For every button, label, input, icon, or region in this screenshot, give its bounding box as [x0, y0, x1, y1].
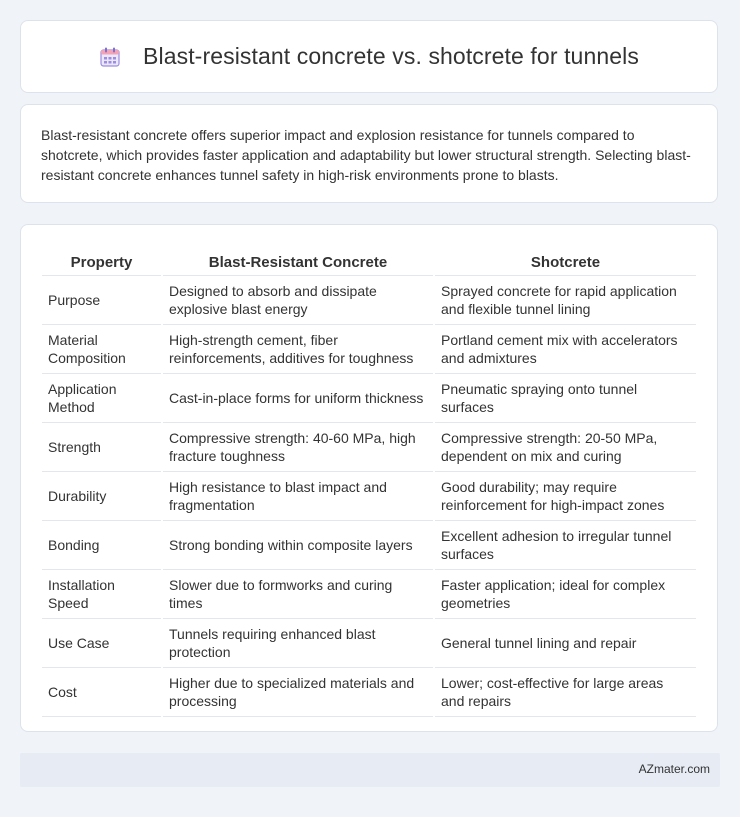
- summary-text: Blast-resistant concrete offers superior impact and explosion resistance for tunnels compared to shotcrete, which provides faster application and adaptability but lower structural strength. Selecting blast-resistant concrete enhances tunnel safety in high-risk environments prone to blasts.: [41, 127, 691, 183]
- property-cell: Use Case: [42, 619, 161, 668]
- table-header-row: [42, 245, 696, 276]
- footer-brand: AZmater.com: [638, 762, 710, 776]
- property-cell: Cost: [42, 668, 161, 717]
- blast-resistant-cell: Slower due to formworks and curing times: [163, 570, 433, 619]
- blast-resistant-cell: High-strength cement, fiber reinforcements, additives for toughness: [163, 325, 433, 374]
- shotcrete-cell: Excellent adhesion to irregular tunnel surfaces: [435, 521, 696, 570]
- shotcrete-cell: Sprayed concrete for rapid application and flexible tunnel lining: [435, 276, 696, 325]
- property-cell: Strength: [42, 423, 161, 472]
- table-row: [42, 521, 696, 570]
- blast-resistant-cell: High resistance to blast impact and fragmentation: [163, 472, 433, 521]
- table-row: [42, 570, 696, 619]
- table-row: [42, 374, 696, 423]
- summary-card: [20, 104, 718, 203]
- table-row: [42, 619, 696, 668]
- shotcrete-cell: Faster application; ideal for complex geometries: [435, 570, 696, 619]
- property-cell: Bonding: [42, 521, 161, 570]
- property-cell: Material Composition: [42, 325, 161, 374]
- table-row: [42, 668, 696, 717]
- shotcrete-cell: Good durability; may require reinforcement for high-impact zones: [435, 472, 696, 521]
- blast-resistant-cell: Compressive strength: 40-60 MPa, high fracture toughness: [163, 423, 433, 472]
- blast-resistant-cell: Cast-in-place forms for uniform thickness: [163, 374, 433, 423]
- calendar-icon: [99, 46, 121, 68]
- comparison-table: [40, 245, 698, 717]
- shotcrete-cell: Compressive strength: 20-50 MPa, dependent on mix and curing: [435, 423, 696, 472]
- shotcrete-cell: Lower; cost-effective for large areas and repairs: [435, 668, 696, 717]
- page-title: Blast-resistant concrete vs. shotcrete for tunnels: [143, 43, 639, 69]
- column-header-blast-resistant: Blast-Resistant Concrete: [163, 245, 433, 276]
- blast-resistant-cell: Tunnels requiring enhanced blast protection: [163, 619, 433, 668]
- column-header-property: Property: [42, 245, 161, 276]
- shotcrete-cell: Portland cement mix with accelerators and admixtures: [435, 325, 696, 374]
- footer: [20, 753, 720, 787]
- shotcrete-cell: General tunnel lining and repair: [435, 619, 696, 668]
- blast-resistant-cell: Strong bonding within composite layers: [163, 521, 433, 570]
- table-row: [42, 472, 696, 521]
- property-cell: Durability: [42, 472, 161, 521]
- blast-resistant-cell: Higher due to specialized materials and processing: [163, 668, 433, 717]
- comparison-table-card: [20, 224, 718, 732]
- property-cell: Application Method: [42, 374, 161, 423]
- blast-resistant-cell: Designed to absorb and dissipate explosive blast energy: [163, 276, 433, 325]
- table-row: [42, 423, 696, 472]
- column-header-shotcrete: Shotcrete: [435, 245, 696, 276]
- title-card: [20, 20, 718, 93]
- property-cell: Installation Speed: [42, 570, 161, 619]
- table-row: [42, 276, 696, 325]
- property-cell: Purpose: [42, 276, 161, 325]
- table-row: [42, 325, 696, 374]
- shotcrete-cell: Pneumatic spraying onto tunnel surfaces: [435, 374, 696, 423]
